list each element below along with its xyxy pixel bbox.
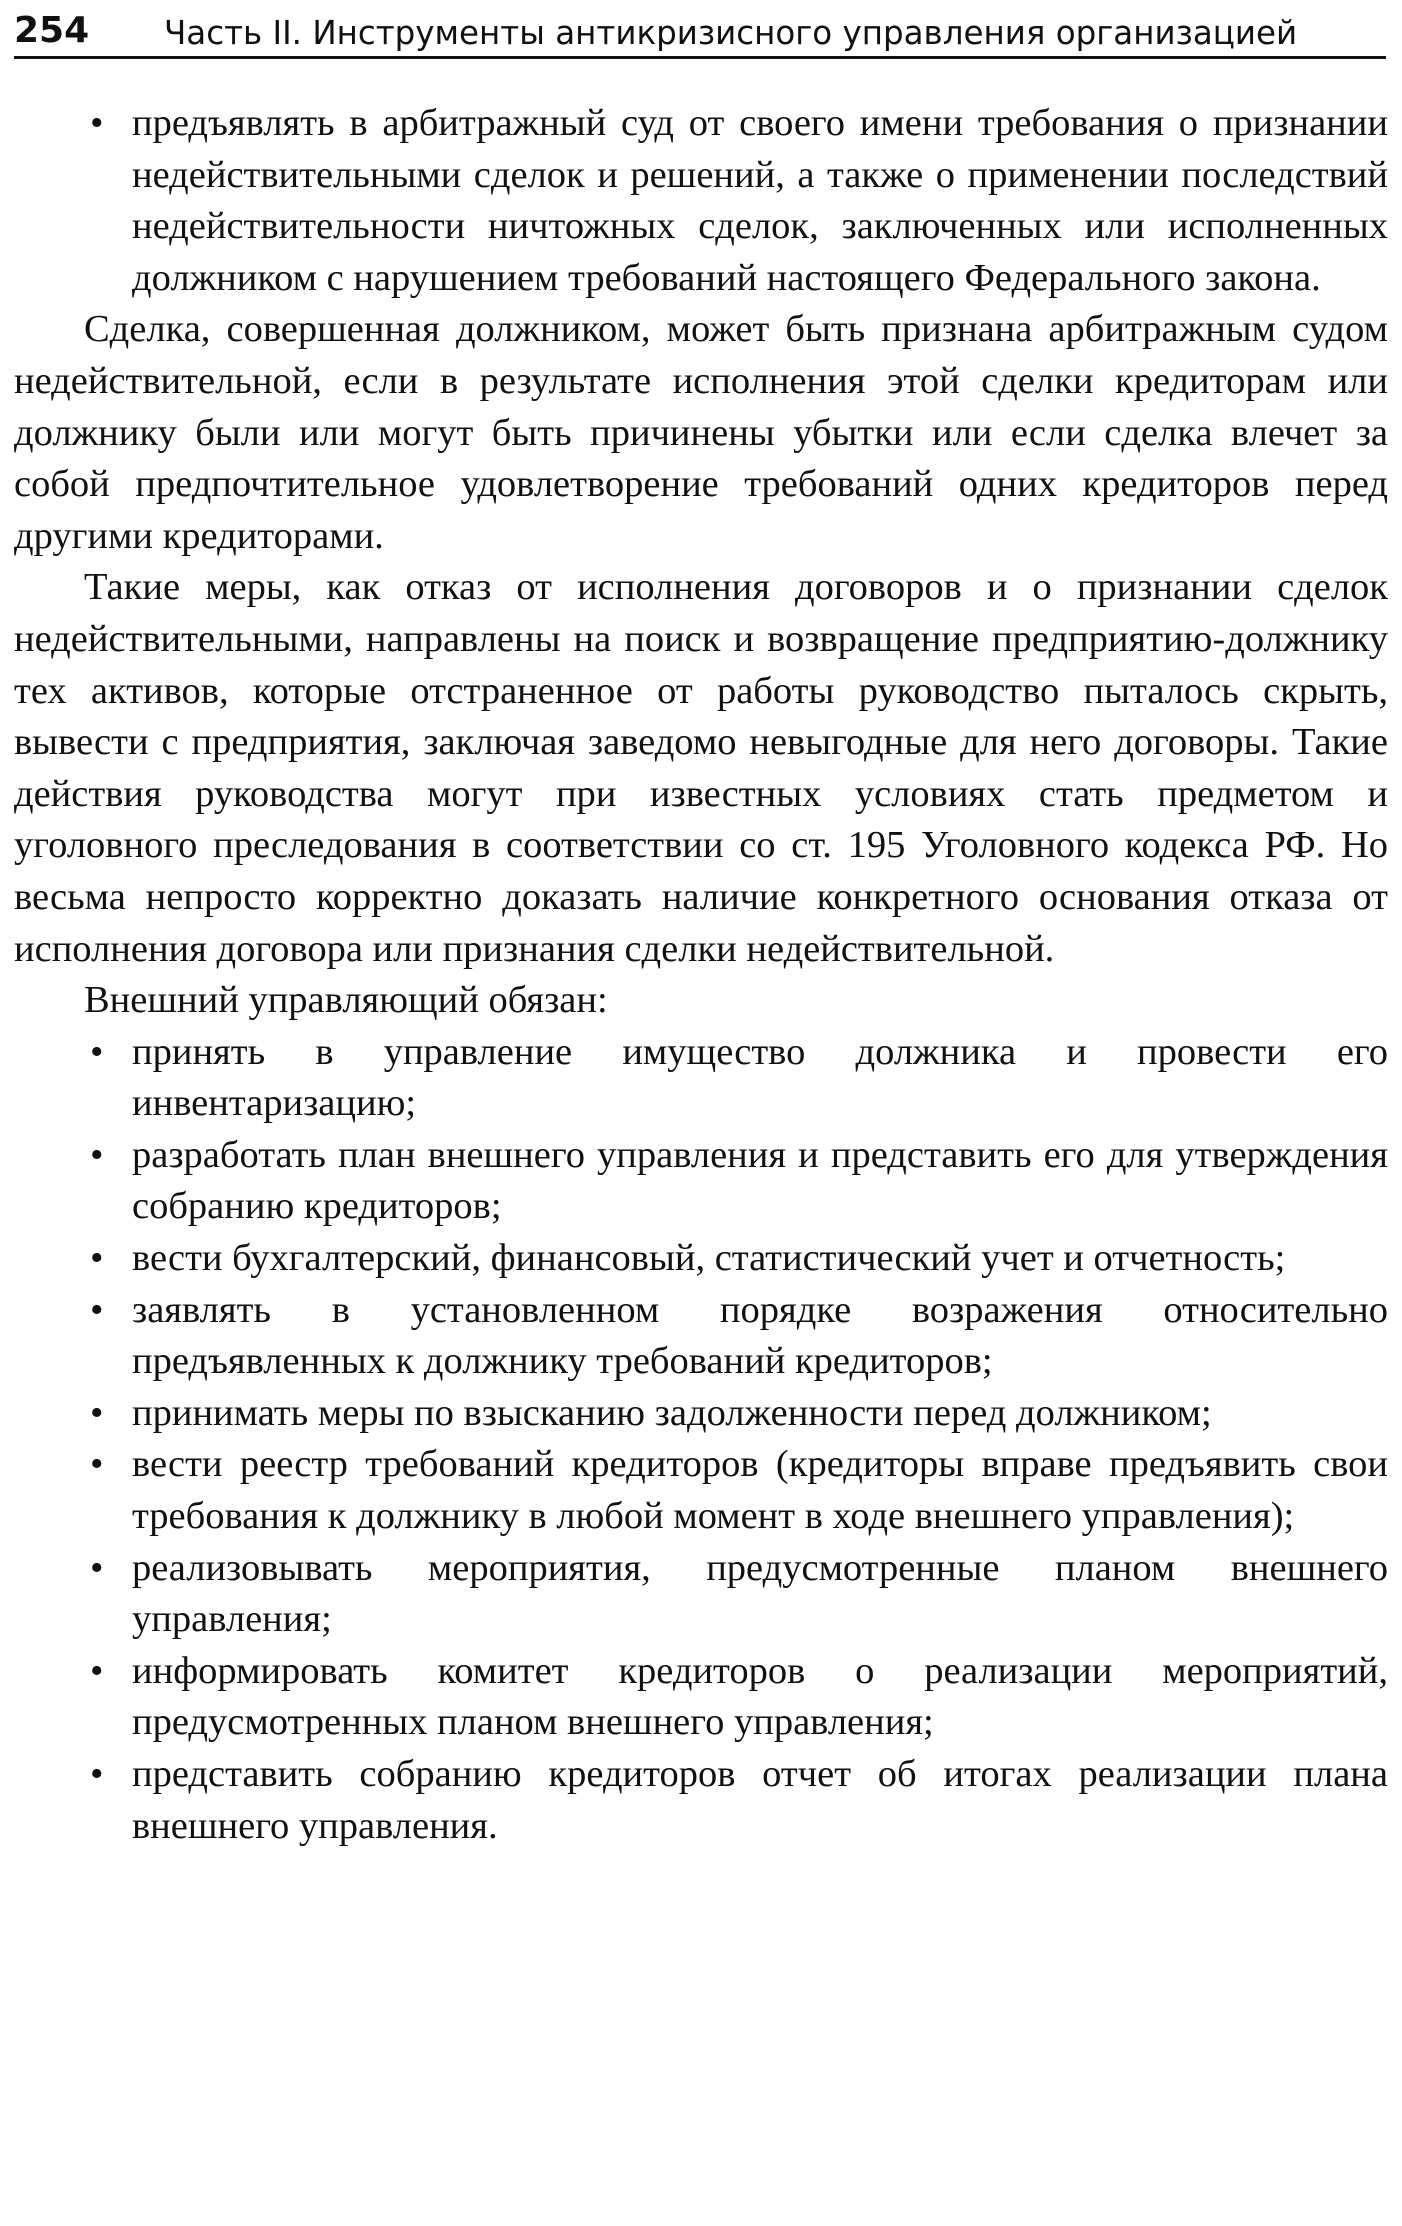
list-item bbox=[14, 1027, 1388, 1130]
list-item-text: разработать план внешнего управления и представить его для утверждения собранию кредиторов; bbox=[132, 1133, 1388, 1228]
list-item bbox=[14, 1388, 1388, 1440]
bullet-list-rights bbox=[14, 98, 1388, 304]
bullet-icon: • bbox=[90, 1288, 104, 1331]
paragraph-transaction-invalidity: Сделка, совершенная должником, может быть признана арбитражным судом недействительной, если в результате исполнения этой сделки кредиторам или должнику были или могут быть причинены убытки или если сделка влечет за собой предпочтительное удовлетворение требований одних кредиторов перед другими кредиторами. bbox=[14, 308, 1388, 557]
list-item bbox=[14, 1439, 1388, 1542]
list-item bbox=[14, 1130, 1388, 1233]
list-item-text: заявлять в установленном порядке возражения относительно предъявленных к должнику требований кредиторов; bbox=[132, 1288, 1388, 1383]
list-item-text: вести реестр требований кредиторов (кредиторы вправе предъявить свои требования к должнику в любой момент в ходе внешнего управления); bbox=[132, 1443, 1388, 1538]
paragraph-lead-in: Внешний управляющий обязан: bbox=[84, 979, 608, 1022]
bullet-icon: • bbox=[90, 1649, 104, 1692]
paragraph-measures: Такие меры, как отказ от исполнения договоров и о признании сделок недействительными, направлены на поиск и возвращение предприятию-должнику тех активов, которые отстраненное от работы руководство пыталось скрыть, вывести с предприятия, заключая заведомо невыгодные для него договоры. Такие действия руководства могут при известных условиях стать предметом и уголовного преследования в соответствии со ст. 195 Уголовного кодекса РФ. Но весьма непросто корректно доказать наличие конкретного основания отказа от исполнения договора или признания сделки недействительной. bbox=[14, 566, 1388, 970]
list-item-text: предъявлять в арбитражный суд от своего имени требования о признании недействительными сделок и решений, а также о применении последствий недействительности ничтожных сделок, заключенных или исполненных должником с нарушением требований настоящего Федерального закона. bbox=[132, 102, 1388, 299]
list-item-text: принимать меры по взысканию задолженности перед должником; bbox=[132, 1391, 1212, 1434]
bullet-icon: • bbox=[90, 1030, 104, 1073]
bullet-icon: • bbox=[90, 1237, 104, 1280]
bullet-icon: • bbox=[90, 1443, 104, 1486]
list-item bbox=[14, 1749, 1388, 1852]
list-item bbox=[14, 1543, 1388, 1646]
list-item-text: принять в управление имущество должника и провести его инвентаризацию; bbox=[132, 1030, 1388, 1125]
running-title: Часть II. Инструменты антикризисного управления организацией bbox=[164, 14, 1298, 52]
bullet-icon: • bbox=[90, 1133, 104, 1176]
bullet-icon: • bbox=[90, 1546, 104, 1589]
list-item-text: информировать комитет кредиторов о реализации мероприятий, предусмотренных планом внешнего управления; bbox=[132, 1649, 1388, 1744]
bullet-icon: • bbox=[90, 102, 104, 144]
list-item bbox=[14, 1233, 1388, 1285]
list-item-text: представить собранию кредиторов отчет об итогах реализации плана внешнего управления. bbox=[132, 1753, 1388, 1847]
list-item-text: вести бухгалтерский, финансовый, статистический учет и отчетность; bbox=[132, 1237, 1286, 1280]
page-header bbox=[14, 6, 1386, 59]
bullet-list-duties bbox=[14, 1027, 1388, 1853]
list-item bbox=[14, 1285, 1388, 1388]
bullet-icon: • bbox=[90, 1753, 104, 1795]
list-item bbox=[14, 1646, 1388, 1749]
list-item bbox=[14, 98, 1388, 304]
list-item-text: реализовывать мероприятия, предусмотренные планом внешнего управления; bbox=[132, 1546, 1388, 1641]
page-body bbox=[14, 98, 1388, 1852]
page-number: 254 bbox=[14, 10, 90, 51]
bullet-icon: • bbox=[90, 1391, 104, 1434]
